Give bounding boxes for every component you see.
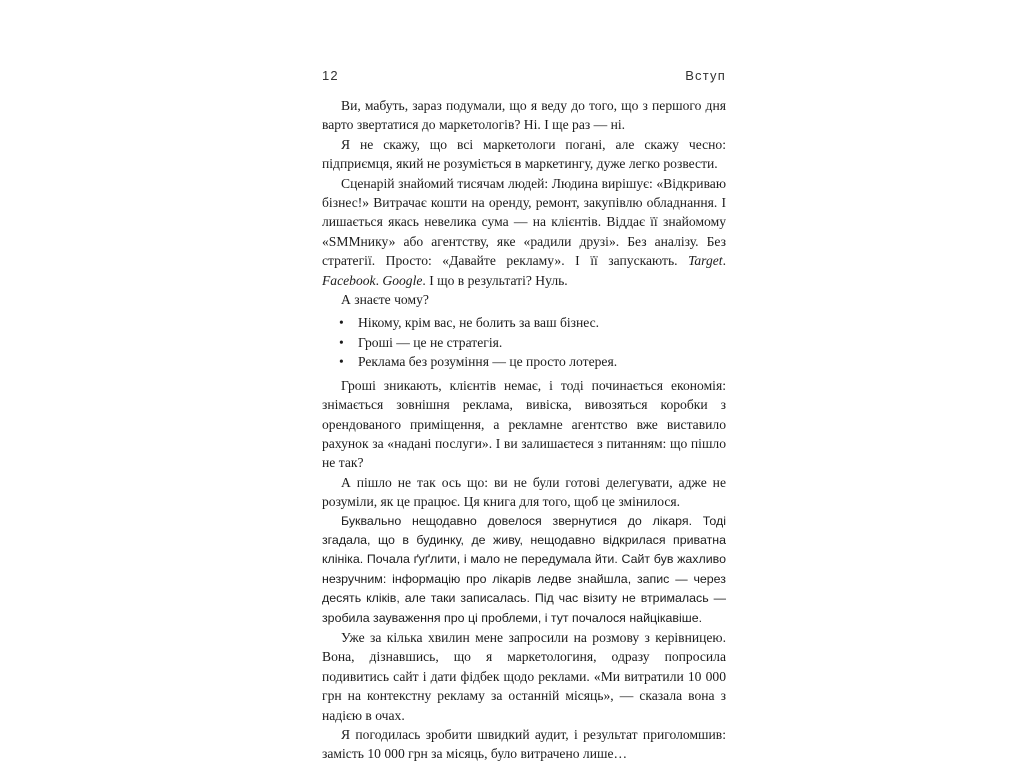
term-google: Google — [382, 272, 423, 288]
list-item — [322, 352, 726, 371]
bullet-icon: • — [339, 334, 344, 350]
list-item — [322, 313, 726, 332]
paragraph-3-text: Сценарій знайомий тисячам людей: Людина вирішує: «Відкриваю бізнес!» Витрачає кошти на оренду, ремонт, закупівлю обладнання. І лишається якась невелика сума — на клієнтів. Віддає її знайомому «SMMнику» або агентству, яке «радили друзі». Без аналізу. Без стратегії. Просто: «Давайте рекламу». І її запускають. — [322, 175, 726, 269]
paragraph-1: Ви, мабуть, зараз подумали, що я веду до того, що з першого дня варто звертатися до маркетологів? Ні. І ще раз — ні. — [322, 98, 726, 133]
paragraph-4: А знаєте чому? — [341, 292, 429, 308]
running-header — [322, 66, 726, 88]
bullet-icon: • — [339, 315, 344, 331]
paragraph-7: Буквально нещодавно довелося звернутися до лікаря. Тоді згадала, що в будинку, де живу, нещодавно відкрилася приватна клініка. Почала ґуґлити, і мало не передумала йти. Сайт був жахливо незручним: інформацію про лікарів ледве знайшла, запис — через десять кліків, але таки записалась. Під час візиту не втрималась — зробила зауваження про ці проблеми, і тут почалося найцікавіше. — [322, 513, 726, 625]
page-number: 12 — [322, 68, 339, 83]
paragraph-5: Гроші зникають, клієнтів немає, і тоді починається економія: знімається зовнішня реклама, вивіска, вивозяться коробки з орендованого приміщення, а рекламне агентство вже виставило рахунок за «надані послуги». І ви залишаєтеся з питанням: що пішло не так? — [322, 377, 726, 471]
list-item-text: Нікому, крім вас, не болить за ваш бізнес. — [358, 315, 600, 331]
bullet-icon: • — [339, 354, 344, 370]
paragraph-3-ending: І що в результаті? Нуль. — [429, 272, 568, 288]
paragraph-6: А пішло не так ось що: ви не були готові делегувати, адже не розуміли, як це працює. Ця книга для того, щоб це змінилося. — [322, 474, 726, 510]
section-title: Вступ — [685, 68, 726, 83]
paragraph-9: Я погодилась зробити швидкий аудит, і результат приголомшив: замість 10 000 грн за місяць, було витрачено лише… — [322, 727, 726, 762]
body-text — [322, 96, 726, 764]
term-facebook: Facebook — [322, 272, 376, 288]
list-item-text: Реклама без розуміння — це просто лотерея. — [358, 354, 618, 370]
term-target: Target — [688, 253, 723, 269]
book-page — [322, 66, 726, 762]
list-item — [322, 333, 726, 352]
bullet-list — [322, 313, 726, 371]
paragraph-3: Сценарій знайомий тисячам людей: Людина вирішує: «Відкриваю бізнес!» Витрачає кошти на оренду, ремонт, закупівлю обладнання. І лишається якась невелика сума — на клієнтів. Віддає її знайомому «SMMнику» або агентству, яке «радили друзі». Без аналізу. Без стратегії. Просто: «Давайте рекламу». І її запускають. Target. Facebook. Google. І що в результаті? Нуль. — [322, 175, 726, 288]
paragraph-8: Уже за кілька хвилин мене запросили на розмову з керівницею. Вона, дізнавшись, що я маркетологиня, одразу попросила подивитись сайт і дати фідбек щодо реклами. «Ми витратили 10 000 грн на контекстну рекламу за останній місяць», — сказала вона з надією в очах. — [322, 629, 726, 723]
paragraph-2: Я не скажу, що всі маркетологи погані, але скажу чесно: підприємця, який не розуміється в маркетингу, дуже легко розвести. — [322, 136, 726, 172]
list-item-text: Гроші — це не стратегія. — [358, 334, 503, 350]
